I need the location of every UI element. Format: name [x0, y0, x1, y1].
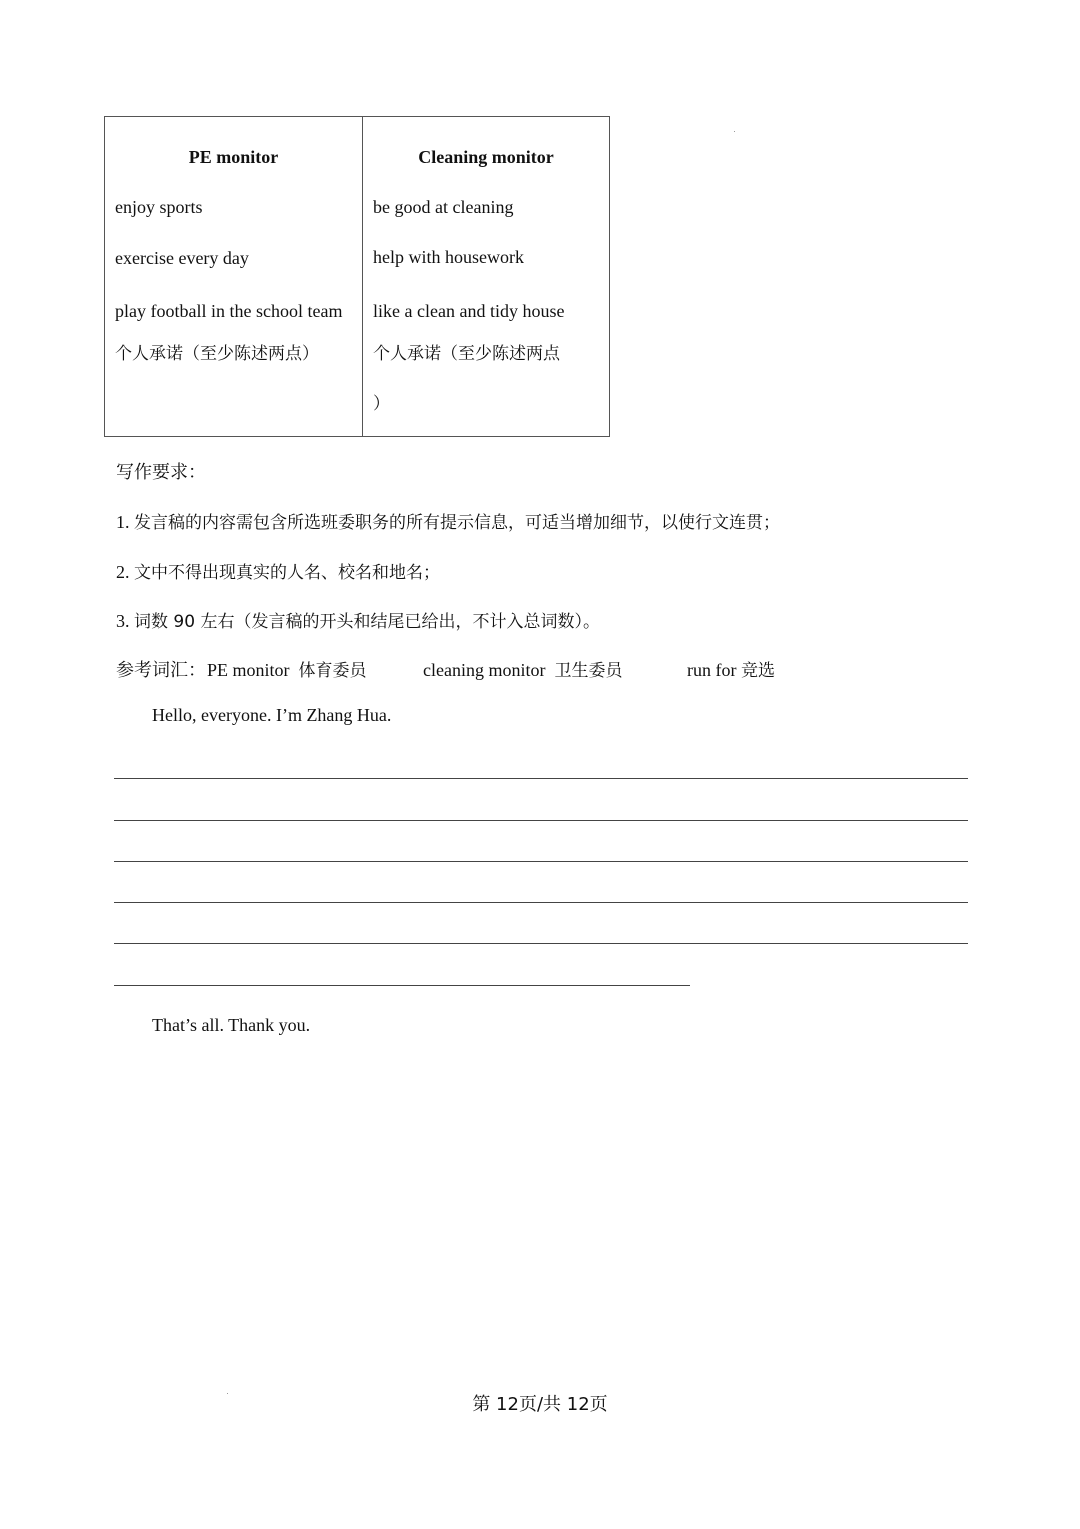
- vocab-cn: 体育委员: [298, 661, 367, 681]
- requirement-text: 发言稿的内容需包含所选班委职务的所有提示信息，可适当增加细节，以使行文连贯；: [134, 513, 780, 533]
- vocab-cn: 卫生委员: [554, 661, 623, 681]
- pe-monitor-title: PE monitor: [188, 147, 279, 167]
- cleaning-monitor-column: [363, 117, 609, 436]
- vocab-en: PE monitor: [207, 660, 290, 680]
- vocab-entry: [423, 656, 622, 681]
- writing-line[interactable]: [114, 778, 968, 779]
- pe-monitor-item: exercise every day: [115, 248, 249, 268]
- writing-line[interactable]: [114, 820, 968, 821]
- pe-monitor-item: play football in the school team: [115, 301, 343, 321]
- writing-line[interactable]: [114, 985, 690, 986]
- requirements-heading: 写作要求：: [116, 462, 206, 483]
- pe-monitor-column: [105, 117, 363, 436]
- scan-speck: [734, 131, 735, 132]
- requirement-text: 文中不得出现真实的人名、校名和地名；: [134, 563, 440, 583]
- vocab-entry: [207, 656, 367, 681]
- cleaning-monitor-pledge-close: ）: [373, 394, 390, 414]
- writing-line[interactable]: [114, 902, 968, 903]
- essay-opening: Hello, everyone. I’m Zhang Hua.: [152, 705, 392, 725]
- vocab-en: run for: [687, 660, 737, 680]
- pe-monitor-item: enjoy sports: [115, 197, 203, 217]
- requirement-number: 2.: [116, 562, 130, 582]
- cleaning-monitor-item: be good at cleaning: [373, 197, 514, 217]
- vocab-label: 参考词汇：: [116, 660, 206, 681]
- pe-monitor-pledge: 个人承诺（至少陈述两点）: [115, 344, 319, 364]
- requirement-number: 3.: [116, 611, 130, 631]
- cleaning-monitor-item: like a clean and tidy house: [373, 301, 565, 321]
- requirement-item: [116, 508, 780, 533]
- cleaning-monitor-pledge: 个人承诺（至少陈述两点: [373, 344, 560, 364]
- cleaning-monitor-title: Cleaning monitor: [418, 147, 554, 167]
- requirement-item: [116, 607, 600, 632]
- requirement-text: 词数 90 左右（发言稿的开头和结尾已给出，不计入总词数）。: [134, 612, 600, 632]
- requirement-number: 1.: [116, 512, 130, 532]
- writing-line[interactable]: [114, 943, 968, 944]
- vocab-cn: 竞选: [740, 661, 775, 681]
- writing-line[interactable]: [114, 861, 968, 862]
- essay-closing: That’s all. Thank you.: [152, 1015, 311, 1035]
- requirement-item: [116, 558, 440, 583]
- page-number: 第 12页/共 12页: [472, 1394, 608, 1415]
- vocab-en: cleaning monitor: [423, 660, 546, 680]
- monitor-options-table: [104, 116, 610, 437]
- cleaning-monitor-item: help with housework: [373, 247, 524, 267]
- vocab-entry: [687, 656, 775, 681]
